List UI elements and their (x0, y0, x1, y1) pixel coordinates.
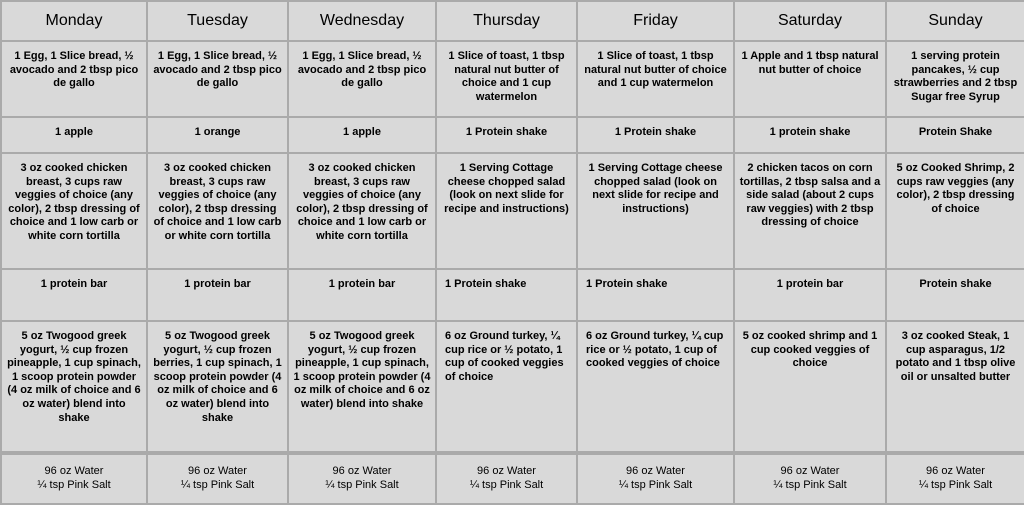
meal-cell: 2 chicken tacos on corn tortillas, 2 tbsp salsa and a side salad (about 2 cups raw veggies) with 2 tbsp dressing of choice (734, 153, 886, 269)
meal-cell: 1 Slice of toast, 1 tbsp natural nut butter of choice and 1 cup watermelon (436, 41, 577, 117)
water-amount: 96 oz Water (332, 465, 392, 477)
day-header-monday: Monday (1, 1, 147, 41)
meal-cell: 5 oz cooked shrimp and 1 cup cooked veggies of choice (734, 321, 886, 453)
meal-cell: 1 Protein shake (577, 269, 734, 321)
meal-cell: 1 Egg, 1 Slice bread, ½ avocado and 2 tbsp pico de gallo (1, 41, 147, 117)
day-header-wednesday: Wednesday (288, 1, 436, 41)
day-header-thursday: Thursday (436, 1, 577, 41)
day-header-tuesday: Tuesday (147, 1, 288, 41)
meal-cell: 5 oz Twogood greek yogurt, ½ cup frozen pineapple, 1 cup spinach, 1 scoop protein powder (4 oz milk of choice and 6 oz water) blend into shake (288, 321, 436, 453)
meal-cell: 5 oz Twogood greek yogurt, ½ cup frozen pineapple, 1 cup spinach, 1 scoop protein powder (4 oz milk of choice and 6 oz water) blend into shake (1, 321, 147, 453)
meal-cell: 1 Protein shake (436, 269, 577, 321)
meal-cell: 1 protein shake (734, 117, 886, 153)
salt-amount: ¼ tsp Pink Salt (37, 478, 111, 491)
water-cell (436, 453, 577, 504)
water-cell (734, 453, 886, 504)
meal-cell: Protein shake (886, 269, 1024, 321)
meal-cell: 1 Slice of toast, 1 tbsp natural nut butter of choice and 1 cup watermelon (577, 41, 734, 117)
day-header-row (1, 1, 1024, 41)
salt-amount: ¼ tsp Pink Salt (325, 478, 399, 491)
water-cell (886, 453, 1024, 504)
meal-cell: 1 Protein shake (436, 117, 577, 153)
snack-2-row (1, 269, 1024, 321)
water-amount: 96 oz Water (626, 465, 685, 477)
lunch-row (1, 153, 1024, 269)
meal-cell: 1 apple (1, 117, 147, 153)
meal-cell: 1 Egg, 1 Slice bread, ½ avocado and 2 tbsp pico de gallo (147, 41, 288, 117)
meal-cell: 3 oz cooked Steak, 1 cup asparagus, 1/2 potato and 1 tbsp olive oil or unsalted butter (886, 321, 1024, 453)
meal-cell: 1 Egg, 1 Slice bread, ½ avocado and 2 tbsp pico de gallo (288, 41, 436, 117)
salt-amount: ¼ tsp Pink Salt (180, 478, 255, 491)
meal-cell: 1 apple (288, 117, 436, 153)
meal-cell: 1 Protein shake (577, 117, 734, 153)
day-header-sunday: Sunday (886, 1, 1024, 41)
meal-cell: 1 orange (147, 117, 288, 153)
day-header-friday: Friday (577, 1, 734, 41)
salt-amount: ¼ tsp Pink Salt (469, 478, 544, 491)
water-cell (1, 453, 147, 504)
meal-cell: 6 oz Ground turkey, ¼ cup rice or ½ potato, 1 cup of cooked veggies of choice (577, 321, 734, 453)
dinner-row (1, 321, 1024, 453)
water-cell (288, 453, 436, 504)
meal-cell: 1 Apple and 1 tbsp natural nut butter of choice (734, 41, 886, 117)
meal-cell: 6 oz Ground turkey, ¼ cup rice or ½ potato, 1 cup of cooked veggies of choice (436, 321, 577, 453)
meal-cell: Protein Shake (886, 117, 1024, 153)
meal-cell: 1 protein bar (734, 269, 886, 321)
salt-amount: ¼ tsp Pink Salt (918, 478, 993, 491)
breakfast-row (1, 41, 1024, 117)
snack-1-row (1, 117, 1024, 153)
salt-amount: ¼ tsp Pink Salt (618, 478, 693, 491)
meal-cell: 5 oz Twogood greek yogurt, ½ cup frozen berries, 1 cup spinach, 1 scoop protein powder (4 oz milk of choice and 6 oz water) blend into shake (147, 321, 288, 453)
water-cell (577, 453, 734, 504)
meal-cell: 3 oz cooked chicken breast, 3 cups raw veggies of choice (any color), 2 tbsp dressing of choice and 1 low carb or white corn tortilla (288, 153, 436, 269)
water-amount: 96 oz Water (926, 465, 985, 477)
meal-cell: 3 oz cooked chicken breast, 3 cups raw veggies of choice (any color), 2 tbsp dressing of choice and 1 low carb or white corn tortilla (1, 153, 147, 269)
water-amount: 96 oz Water (477, 465, 536, 477)
day-header-saturday: Saturday (734, 1, 886, 41)
meal-cell: 1 serving protein pancakes, ½ cup strawberries and 2 tbsp Sugar free Syrup (886, 41, 1024, 117)
meal-cell: 1 protein bar (288, 269, 436, 321)
meal-cell: 1 Serving Cottage cheese chopped salad (look on next slide for recipe and instructions) (577, 153, 734, 269)
meal-cell: 1 protein bar (147, 269, 288, 321)
water-amount: 96 oz Water (188, 465, 247, 477)
salt-amount: ¼ tsp Pink Salt (773, 478, 847, 491)
meal-cell: 1 protein bar (1, 269, 147, 321)
water-row (1, 453, 1024, 504)
water-amount: 96 oz Water (780, 465, 840, 477)
meal-cell: 1 Serving Cottage cheese chopped salad (look on next slide for recipe and instructions) (436, 153, 577, 269)
water-cell (147, 453, 288, 504)
water-amount: 96 oz Water (44, 465, 104, 477)
meal-cell: 3 oz cooked chicken breast, 3 cups raw veggies of choice (any color), 2 tbsp dressing of choice and 1 low carb or white corn tortilla (147, 153, 288, 269)
meal-cell: 5 oz Cooked Shrimp, 2 cups raw veggies (any color), 2 tbsp dressing of choice (886, 153, 1024, 269)
